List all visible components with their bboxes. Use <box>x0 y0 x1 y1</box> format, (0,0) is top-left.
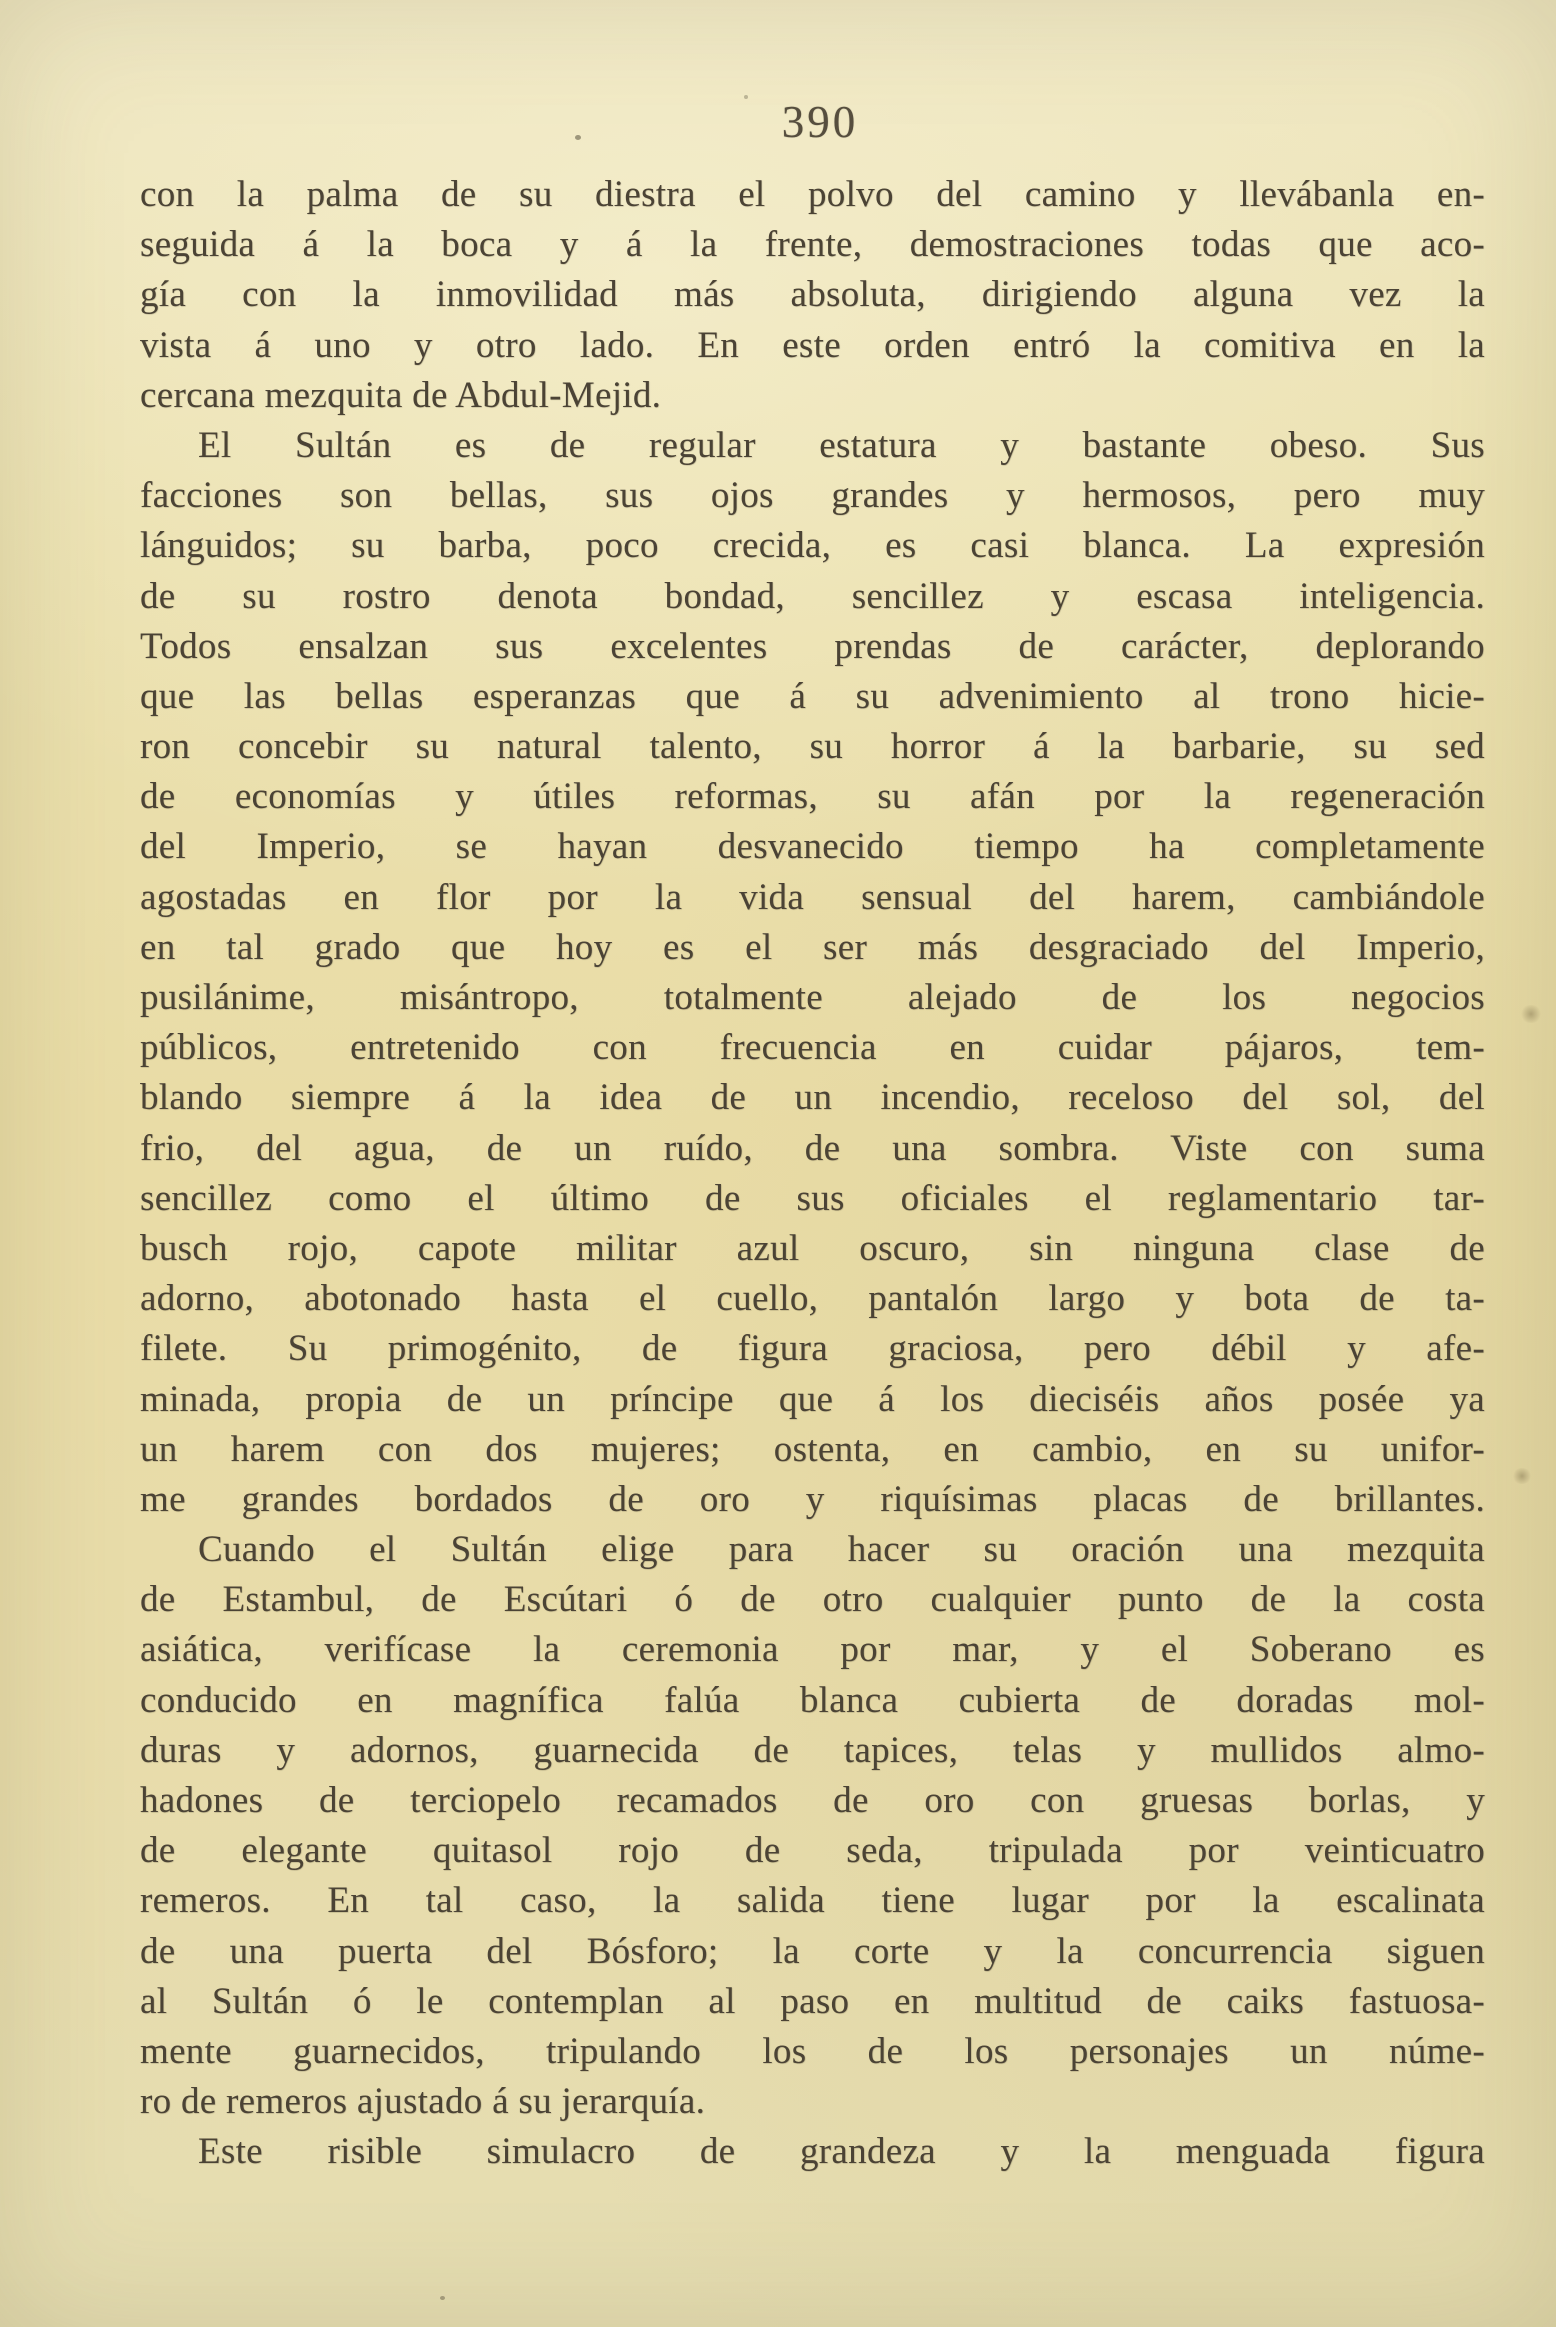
text-line: de economías y útiles reformas, su afán por la regeneración <box>140 776 1485 818</box>
text-line: mente guarnecidos, tripulando los de los personajes un núme- <box>140 2030 1485 2072</box>
text-line: El Sultán es de regular estatura y bastante obeso. Sus <box>198 424 1485 466</box>
text-line: minada, propia de un príncipe que á los dieciséis años posée ya <box>140 1378 1485 1420</box>
text-line: en tal grado que hoy es el ser más desgraciado del Imperio, <box>140 926 1485 968</box>
text-line: que las bellas esperanzas que á su advenimiento al trono hicie- <box>140 675 1485 717</box>
text-line: públicos, entretenido con frecuencia en cuidar pájaros, tem- <box>140 1027 1485 1069</box>
text-line: de una puerta del Bósforo; la corte y la concurrencia siguen <box>140 1930 1485 1972</box>
text-line: un harem con dos mujeres; ostenta, en cambio, en su unifor- <box>140 1428 1485 1470</box>
text-line: blando siempre á la idea de un incendio, receloso del sol, del <box>140 1077 1485 1119</box>
text-line: vista á uno y otro lado. En este orden entró la comitiva en la <box>140 324 1485 366</box>
text-line: frio, del agua, de un ruído, de una sombra. Viste con suma <box>140 1127 1485 1169</box>
text-line: con la palma de su diestra el polvo del camino y llevábanla en- <box>140 174 1485 215</box>
text-line: adorno, abotonado hasta el cuello, pantalón largo y bota de ta- <box>140 1278 1485 1320</box>
text-line: duras y adornos, guarnecida de tapices, telas y mullidos almo- <box>140 1729 1485 1771</box>
text-line: de Estambul, de Escútari ó de otro cualquier punto de la costa <box>140 1579 1485 1621</box>
text-line: Este risible simulacro de grandeza y la menguada figura <box>198 2131 1485 2173</box>
text-line: gía con la inmovilidad más absoluta, dirigiendo alguna vez la <box>140 274 1485 316</box>
text-line: lánguidos; su barba, poco crecida, es casi blanca. La expresión <box>140 525 1485 567</box>
text-line: asiática, verifícase la ceremonia por mar, y el Soberano es <box>140 1629 1485 1671</box>
paper-speck <box>744 95 748 99</box>
text-block <box>140 170 1485 2178</box>
text-line: pusilánime, misántropo, totalmente alejado de los negocios <box>140 977 1485 1018</box>
text-line: al Sultán ó le contemplan al paso en multitud de caiks fastuosa- <box>140 1980 1485 2022</box>
text-line: facciones son bellas, sus ojos grandes y hermosos, pero muy <box>140 475 1485 517</box>
text-line: del Imperio, se hayan desvanecido tiempo ha completamente <box>140 826 1485 868</box>
page-number: 390 <box>781 97 859 147</box>
text-line: agostadas en flor por la vida sensual del harem, cambiándole <box>140 876 1485 918</box>
text-line: remeros. En tal caso, la salida tiene lugar por la escalinata <box>140 1880 1485 1922</box>
text-line: busch rojo, capote militar azul oscuro, sin ninguna clase de <box>140 1227 1485 1269</box>
text-line: ro de remeros ajustado á su jerarquía. <box>140 2081 706 2123</box>
text-line: filete. Su primogénito, de figura graciosa, pero débil y afe- <box>140 1328 1485 1370</box>
text-line: cercana mezquita de Abdul-Mejid. <box>140 374 662 416</box>
text-line: sencillez como el último de sus oficiales el reglamentario tar- <box>140 1177 1485 1219</box>
text-line: de elegante quitasol rojo de seda, tripulada por veinticuatro <box>140 1830 1485 1872</box>
paper-smudge <box>1512 1468 1532 1484</box>
text-line: conducido en magnífica falúa blanca cubierta de doradas mol- <box>140 1679 1485 1721</box>
text-line: hadones de terciopelo recamados de oro con gruesas borlas, y <box>140 1780 1485 1821</box>
text-line: Cuando el Sultán elige para hacer su oración una mezquita <box>198 1529 1485 1571</box>
text-line: ron concebir su natural talento, su horror á la barbarie, su sed <box>140 726 1485 768</box>
paper-smudge <box>1520 1005 1542 1023</box>
text-line: Todos ensalzan sus excelentes prendas de carácter, deplorando <box>140 625 1485 667</box>
text-line: me grandes bordados de oro y riquísimas placas de brillantes. <box>140 1478 1485 1520</box>
text-line: seguida á la boca y á la frente, demostraciones todas que aco- <box>140 224 1485 266</box>
paper-speck <box>575 135 581 140</box>
text-line: de su rostro denota bondad, sencillez y escasa inteligencia. <box>140 575 1485 617</box>
paper-speck <box>440 2296 445 2300</box>
